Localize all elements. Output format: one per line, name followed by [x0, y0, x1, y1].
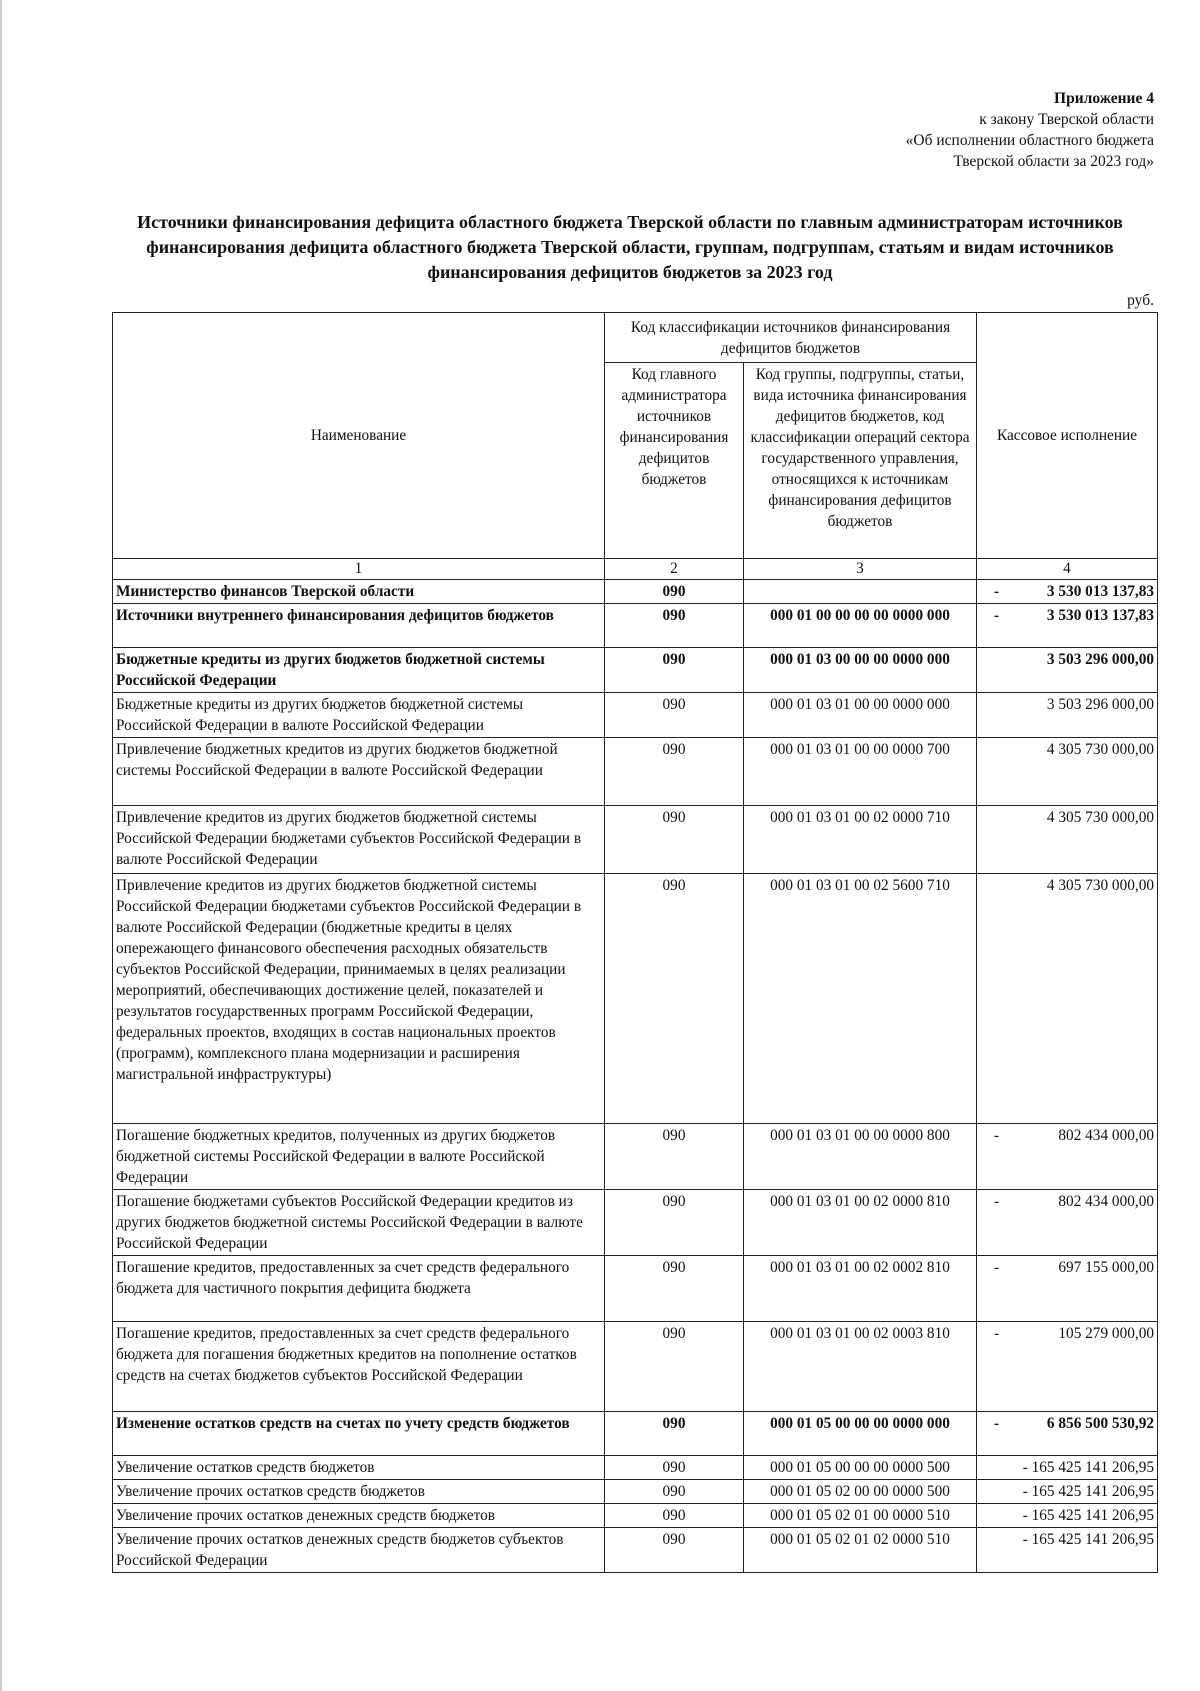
- row-source-code: 000 01 03 01 00 02 5600 710: [744, 874, 977, 1124]
- row-admin-code: 090: [605, 806, 744, 874]
- row-source-code: 000 01 03 01 00 00 0000 800: [744, 1124, 977, 1190]
- row-name: Погашение бюджетных кредитов, полученных из других бюджетов бюджетной системы Российской Федерации в валюте Российской Федерации: [113, 1124, 605, 1190]
- row-source-code: 000 01 05 02 00 00 0000 500: [744, 1480, 977, 1504]
- row-name: Привлечение кредитов из других бюджетов бюджетной системы Российской Федерации бюджетами субъектов Российской Федерации в валюте Российской Федерации: [113, 806, 605, 874]
- table-row: [113, 1480, 1158, 1504]
- row-amount-sign: -: [994, 583, 1000, 600]
- row-amount-cell: [977, 1412, 1158, 1456]
- row-name: Погашение кредитов, предоставленных за счет средств федерального бюджета для частичного покрытия дефицита бюджета: [113, 1256, 605, 1322]
- row-amount: 802 434 000,00: [1058, 1193, 1154, 1210]
- row-amount: - 165 425 141 206,95: [1022, 1459, 1154, 1476]
- table-row: [113, 1504, 1158, 1528]
- row-source-code: 000 01 03 01 00 02 0002 810: [744, 1256, 977, 1322]
- row-admin-code: 090: [605, 1322, 744, 1412]
- row-name: Изменение остатков средств на счетах по учету средств бюджетов: [113, 1412, 605, 1456]
- row-admin-code: 090: [605, 1504, 744, 1528]
- row-amount: - 165 425 141 206,95: [1022, 1531, 1154, 1548]
- row-amount-cell: [977, 806, 1158, 874]
- row-amount-cell: [977, 738, 1158, 806]
- row-admin-code: 090: [605, 1256, 744, 1322]
- row-source-code: 000 01 03 01 00 02 0000 810: [744, 1190, 977, 1256]
- row-amount-cell: [977, 1480, 1158, 1504]
- table-row: [113, 1322, 1158, 1412]
- row-admin-code: 090: [605, 1456, 744, 1480]
- row-amount: 4 305 730 000,00: [1046, 877, 1154, 894]
- row-admin-code: 090: [605, 580, 744, 604]
- row-name: Погашение бюджетами субъектов Российской Федерации кредитов из других бюджетов бюджетной системы Российской Федерации в валюте Российской Федерации: [113, 1190, 605, 1256]
- row-amount: 3 503 296 000,00: [1046, 651, 1154, 668]
- header-source-code: Код группы, подгруппы, статьи, вида источника финансирования дефицитов бюджетов, код классификации операций сектора государственного управления, относящихся к источникам финансирования дефицитов бюджетов: [744, 363, 977, 559]
- row-source-code: 000 01 03 00 00 00 0000 000: [744, 648, 977, 693]
- row-admin-code: 090: [605, 1480, 744, 1504]
- row-amount-cell: [977, 1190, 1158, 1256]
- row-amount-cell: [977, 580, 1158, 604]
- appendix-line: Тверской области за 2023 год»: [953, 153, 1154, 170]
- row-source-code: 000 01 03 01 00 02 0000 710: [744, 806, 977, 874]
- row-amount-cell: [977, 1124, 1158, 1190]
- column-number: 3: [744, 559, 977, 580]
- appendix-line: «Об исполнении областного бюджета: [905, 132, 1154, 149]
- row-name: Бюджетные кредиты из других бюджетов бюджетной системы Российской Федерации: [113, 648, 605, 693]
- table-row: [113, 874, 1158, 1124]
- row-source-code: 000 01 05 00 00 00 0000 500: [744, 1456, 977, 1480]
- sources-table: [112, 312, 1158, 1573]
- row-amount-cell: [977, 604, 1158, 648]
- row-amount: 4 305 730 000,00: [1046, 741, 1154, 758]
- row-admin-code: 090: [605, 648, 744, 693]
- row-source-code: 000 01 00 00 00 00 0000 000: [744, 604, 977, 648]
- table-row: [113, 1456, 1158, 1480]
- page-edge: [0, 0, 2, 1691]
- header-admin-code: Код главного администратора источников финансирования дефицитов бюджетов: [605, 363, 744, 559]
- row-name: Увеличение прочих остатков денежных средств бюджетов: [113, 1504, 605, 1528]
- row-amount-cell: [977, 693, 1158, 738]
- row-source-code: 000 01 03 01 00 02 0003 810: [744, 1322, 977, 1412]
- row-amount-sign: -: [994, 1325, 1000, 1342]
- table-row: [113, 580, 1158, 604]
- header-name: Наименование: [113, 313, 605, 559]
- row-source-code: 000 01 03 01 00 00 0000 700: [744, 738, 977, 806]
- appendix-label: Приложение 4: [1054, 90, 1154, 107]
- row-amount: 3 503 296 000,00: [1046, 696, 1154, 713]
- table-row: [113, 1412, 1158, 1456]
- currency-unit: руб.: [1127, 292, 1154, 309]
- row-amount: 697 155 000,00: [1058, 1259, 1154, 1276]
- row-name: Увеличение прочих остатков денежных средств бюджетов субъектов Российской Федерации: [113, 1528, 605, 1573]
- row-amount: 4 305 730 000,00: [1046, 809, 1154, 826]
- row-source-code: 000 01 03 01 00 00 0000 000: [744, 693, 977, 738]
- row-amount-cell: [977, 648, 1158, 693]
- row-amount-sign: -: [994, 1415, 1000, 1432]
- row-amount: - 165 425 141 206,95: [1022, 1507, 1154, 1524]
- row-amount-cell: [977, 1322, 1158, 1412]
- row-name: Привлечение бюджетных кредитов из других бюджетов бюджетной системы Российской Федерации в валюте Российской Федерации: [113, 738, 605, 806]
- appendix-block: [906, 88, 1154, 172]
- table-row: [113, 604, 1158, 648]
- column-number: 1: [113, 559, 605, 580]
- row-amount: 3 530 013 137,83: [1046, 607, 1154, 624]
- row-amount: 6 856 500 530,92: [1046, 1415, 1154, 1432]
- row-amount-sign: -: [994, 1193, 1000, 1210]
- row-source-code: [744, 580, 977, 604]
- row-source-code: 000 01 05 02 01 00 0000 510: [744, 1504, 977, 1528]
- row-admin-code: 090: [605, 1528, 744, 1573]
- row-name: Бюджетные кредиты из других бюджетов бюджетной системы Российской Федерации в валюте Российской Федерации: [113, 693, 605, 738]
- table-row: [113, 806, 1158, 874]
- row-amount-cell: [977, 1256, 1158, 1322]
- row-amount: 105 279 000,00: [1058, 1325, 1154, 1342]
- row-amount-sign: -: [994, 1259, 1000, 1276]
- row-name: Увеличение прочих остатков средств бюджетов: [113, 1480, 605, 1504]
- table-row: [113, 693, 1158, 738]
- appendix-line: к закону Тверской области: [979, 111, 1154, 128]
- row-admin-code: 090: [605, 604, 744, 648]
- row-amount-sign: -: [994, 607, 1000, 624]
- row-admin-code: 090: [605, 738, 744, 806]
- row-name: Привлечение кредитов из других бюджетов бюджетной системы Российской Федерации бюджетами субъектов Российской Федерации в валюте Российской Федерации (бюджетные кредиты в целях опережающего финансового обеспечения расходных обязательств субъектов Российской Федерации, принимаемых в целях реализации мероприятий, обеспечивающих достижение целей, показателей и результатов государственных программ Российской Федерации, федеральных проектов, входящих в состав национальных проектов (программ), комплексного плана модернизации и расширения магистральной инфраструктуры): [113, 874, 605, 1124]
- row-amount: - 165 425 141 206,95: [1022, 1483, 1154, 1500]
- row-amount-cell: [977, 1456, 1158, 1480]
- table-row: [113, 1124, 1158, 1190]
- row-admin-code: 090: [605, 693, 744, 738]
- row-admin-code: 090: [605, 1190, 744, 1256]
- row-amount: 3 530 013 137,83: [1046, 583, 1154, 600]
- table-row: [113, 738, 1158, 806]
- header-classification-group: Код классификации источников финансирования дефицитов бюджетов: [605, 313, 977, 363]
- row-amount-cell: [977, 1504, 1158, 1528]
- row-amount-sign: -: [994, 1127, 1000, 1144]
- row-name: Министерство финансов Тверской области: [113, 580, 605, 604]
- table-row: [113, 648, 1158, 693]
- row-name: Источники внутреннего финансирования дефицитов бюджетов: [113, 604, 605, 648]
- table-row: [113, 1528, 1158, 1573]
- row-name: Погашение кредитов, предоставленных за счет средств федерального бюджета для погашения бюджетных кредитов на пополнение остатков средств на счетах бюджетов субъектов Российской Федерации: [113, 1322, 605, 1412]
- row-admin-code: 090: [605, 874, 744, 1124]
- table-row: [113, 1256, 1158, 1322]
- table-row: [113, 1190, 1158, 1256]
- row-admin-code: 090: [605, 1412, 744, 1456]
- row-source-code: 000 01 05 00 00 00 0000 000: [744, 1412, 977, 1456]
- column-number: 4: [977, 559, 1158, 580]
- header-amount: Кассовое исполнение: [977, 313, 1158, 559]
- row-name: Увеличение остатков средств бюджетов: [113, 1456, 605, 1480]
- row-amount-cell: [977, 874, 1158, 1124]
- row-amount: 802 434 000,00: [1058, 1127, 1154, 1144]
- row-amount-cell: [977, 1528, 1158, 1573]
- document-title: Источники финансирования дефицита областного бюджета Тверской области по главным администраторам источников финансирования дефицита областного бюджета Тверской области, группам, подгруппам, статьям и видам источников финансирования дефицитов бюджетов за 2023 год: [137, 212, 1123, 282]
- row-admin-code: 090: [605, 1124, 744, 1190]
- column-number: 2: [605, 559, 744, 580]
- row-source-code: 000 01 05 02 01 02 0000 510: [744, 1528, 977, 1573]
